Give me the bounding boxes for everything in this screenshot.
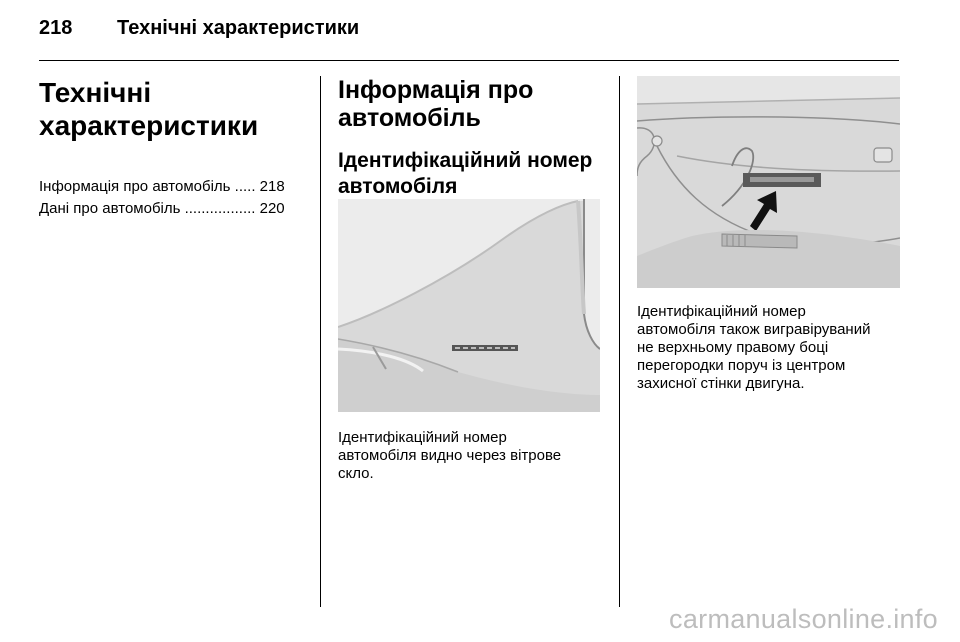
engine-bay-vin-illustration bbox=[637, 76, 900, 288]
toc-entry-vehicle-data[interactable]: Дані про автомобіль ................. 220 bbox=[39, 200, 285, 217]
section-column bbox=[338, 76, 600, 200]
watermark: carmanualsonline.info bbox=[669, 604, 938, 634]
windshield-vin-drawing bbox=[338, 199, 600, 412]
page-number: 218 bbox=[39, 17, 73, 39]
column-divider-1 bbox=[320, 76, 321, 607]
windshield-vin-illustration bbox=[338, 199, 600, 412]
page-header bbox=[39, 17, 359, 49]
column-divider-2 bbox=[619, 76, 620, 607]
figure-caption-bulkhead: Ідентифікаційний номер автомобіля також вигравіруваний не верхньому правому боці перегородки поруч із центром захисної стінки двигуна. bbox=[637, 303, 871, 392]
engine-bay-vin-drawing bbox=[637, 76, 900, 288]
chapter-title: Технічні характеристики bbox=[39, 77, 259, 141]
table-of-contents bbox=[39, 176, 304, 220]
header-rule bbox=[39, 60, 899, 61]
section-title: Інформація про автомобіль bbox=[338, 76, 534, 132]
chapter-column bbox=[39, 76, 304, 220]
running-title: Технічні характеристики bbox=[117, 17, 360, 39]
subsection-title: Ідентифікаційний номер автомобіля bbox=[338, 149, 593, 198]
toc-entry-vehicle-info[interactable]: Інформація про автомобіль ..... 218 bbox=[39, 178, 285, 195]
figure-caption-windshield: Ідентифікаційний номер автомобіля видно через вітрове скло. bbox=[338, 429, 562, 482]
